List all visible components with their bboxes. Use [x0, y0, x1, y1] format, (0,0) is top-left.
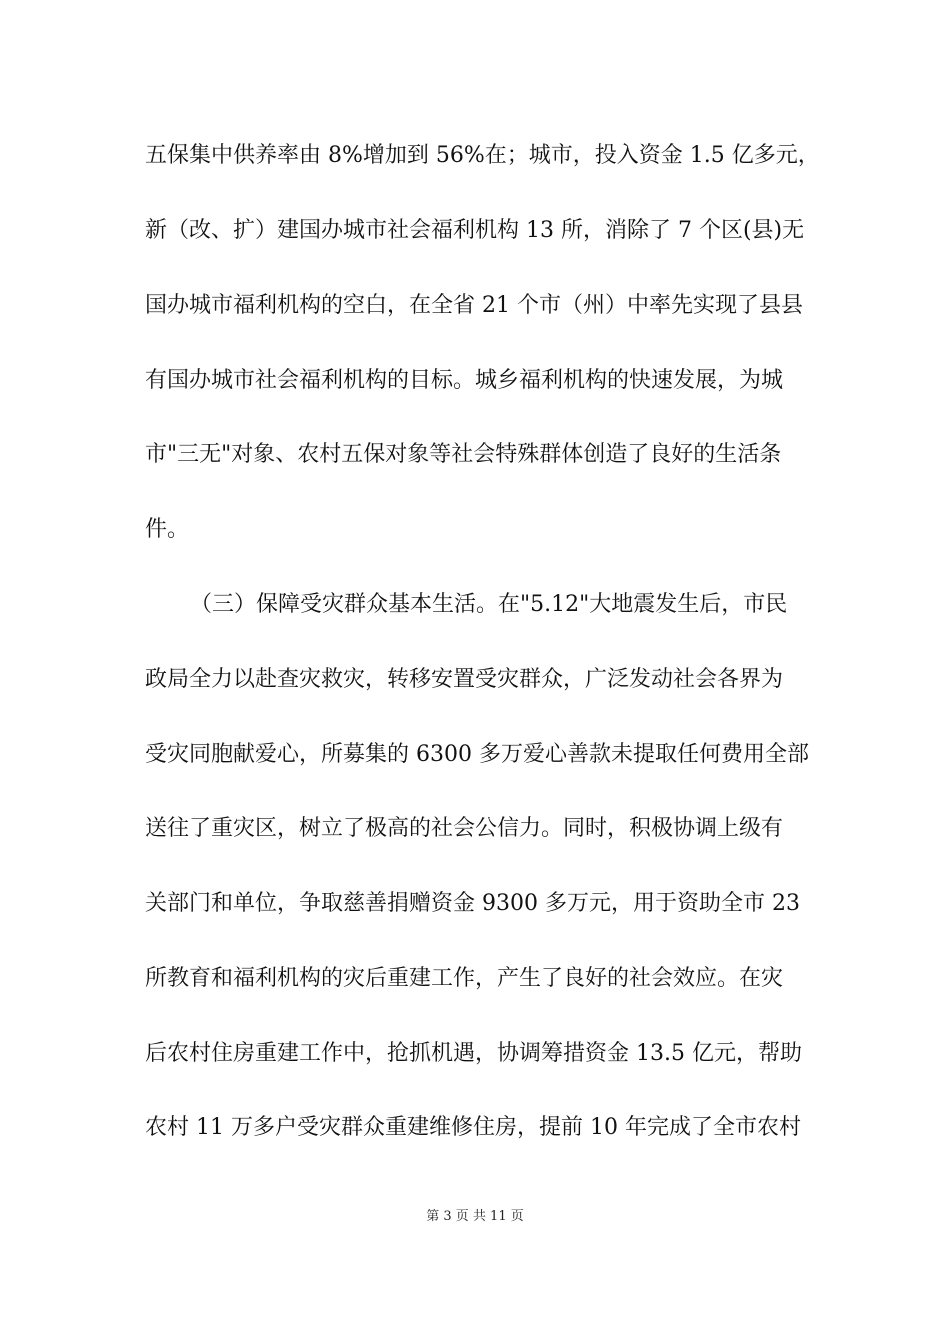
text-line: 所教育和福利机构的灾后重建工作，产生了良好的社会效应。在灾	[145, 966, 784, 991]
text-line: 政局全力以赴查灾救灾，转移安置受灾群众，广泛发动社会各界为	[145, 667, 784, 692]
text-line: 新（改、扩）建国办城市社会福利机构 13 所，消除了 7 个区(县)无	[145, 218, 805, 243]
text-line: 后农村住房重建工作中，抢抓机遇，协调筹措资金 13.5 亿元，帮助	[145, 1041, 802, 1066]
text-line: 关部门和单位，争取慈善捐赠资金 9300 多万元，用于资助全市 23	[145, 891, 800, 916]
text-line: 受灾同胞献爱心，所募集的 6300 多万爱心善款未提取任何费用全部	[145, 742, 809, 767]
text-line: （三）保障受灾群众基本生活。在"5.12"大地震发生后，市民	[190, 592, 788, 617]
text-line: 送往了重灾区，树立了极高的社会公信力。同时，积极协调上级有	[145, 816, 784, 841]
text-line: 五保集中供养率由 8%增加到 56%在；城市，投入资金 1.5 亿多元，	[145, 143, 820, 168]
text-line: 有国办城市社会福利机构的目标。城乡福利机构的快速发展，为城	[145, 368, 784, 393]
text-line: 国办城市福利机构的空白，在全省 21 个市（州）中率先实现了县县	[145, 293, 803, 318]
page-number: 第 3 页 共 11 页	[426, 1209, 524, 1224]
text-line: 市"三无"对象、农村五保对象等社会特殊群体创造了良好的生活条	[145, 442, 782, 467]
text-line: 农村 11 万多户受灾群众重建维修住房，提前 10 年完成了全市农村	[145, 1115, 801, 1140]
text-line: 件。	[145, 517, 190, 542]
